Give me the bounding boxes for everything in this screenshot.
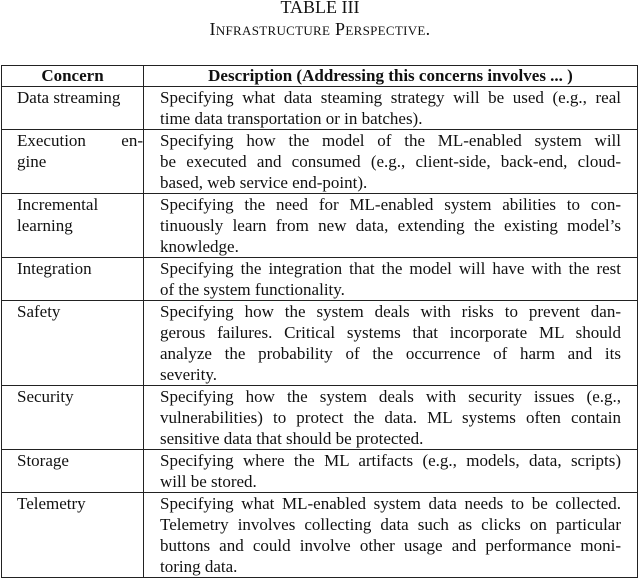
header-concern: Concern [2, 66, 144, 87]
description-cell [144, 87, 638, 130]
concern-cell-line: Integration [17, 259, 92, 278]
description-cell [144, 194, 638, 258]
description-cell [144, 450, 638, 493]
concern-cell [2, 258, 144, 301]
description-cell-line: of the system functionality. [160, 280, 345, 299]
concern-cell [2, 194, 144, 258]
concern-cell [2, 386, 144, 450]
concern-cell-line: Data streaming [17, 88, 121, 107]
concern-cell-line: Security [17, 387, 74, 406]
description-cell-line: knowledge. [160, 237, 239, 256]
concern-cell [2, 450, 144, 493]
description-cell [144, 493, 638, 578]
description-cell-line: severity. [160, 365, 217, 384]
description-cell-line: Specifying how the model of the ML-enabled system will [160, 131, 621, 150]
concern-cell-line: Incremental [17, 195, 99, 214]
description-cell-line: tinuously learn from new data, extending the existing model’s [160, 216, 621, 235]
concern-cell [2, 301, 144, 386]
description-cell-line: gerous failures. Critical systems that incorporate ML should [160, 323, 621, 342]
description-cell-line: Specifying the integration that the model will have with the rest [160, 259, 621, 278]
concern-cell-line: Telemetry [17, 494, 86, 513]
table-row [2, 130, 638, 194]
table-row [2, 386, 638, 450]
description-cell-line: Specifying how the system deals with risks to prevent dan- [160, 302, 621, 321]
concern-cell-line: Safety [17, 302, 61, 321]
concern-cell [2, 87, 144, 130]
table-title: Infrastructure Perspective. [209, 19, 431, 39]
concern-cell-line: gine [17, 152, 47, 171]
table-row [2, 258, 638, 301]
concern-cell [2, 130, 144, 194]
description-cell [144, 130, 638, 194]
description-cell-line: based, web service end-point). [160, 173, 368, 192]
description-cell-line: Specifying where the ML artifacts (e.g., models, data, scripts) [160, 451, 621, 470]
description-cell-line: Specifying what ML-enabled system data needs to be collected. [160, 494, 621, 513]
table-row [2, 450, 638, 493]
concern-cell-line: learning [17, 216, 73, 235]
description-cell-line: Specifying how the system deals with security issues (e.g., [160, 387, 621, 406]
header-row [2, 66, 638, 87]
table-row [2, 87, 638, 130]
table-number: TABLE III [280, 0, 360, 17]
description-cell-line: will be stored. [160, 472, 257, 491]
description-cell-line: be executed and consumed (e.g., client-side, back-end, cloud- [160, 152, 621, 171]
description-cell-line: Telemetry involves collecting data such as clicks on particular [160, 515, 621, 534]
description-cell [144, 301, 638, 386]
description-cell-line: sensitive data that should be protected. [160, 429, 424, 448]
concern-cell-line: Storage [17, 451, 69, 470]
concern-cell-line: Execution en- [17, 131, 143, 150]
description-cell [144, 386, 638, 450]
table-row [2, 493, 638, 578]
header-description: Description (Addressing this concerns involves ... ) [144, 66, 638, 87]
concern-cell [2, 493, 144, 578]
description-cell [144, 258, 638, 301]
description-cell-line: time data transportation or in batches). [160, 109, 423, 128]
table-row [2, 301, 638, 386]
infrastructure-table [1, 65, 638, 578]
description-cell-line: Specifying what data steaming strategy will be used (e.g., real [160, 88, 621, 107]
table-row [2, 194, 638, 258]
description-cell-line: Specifying the need for ML-enabled system abilities to con- [160, 195, 621, 214]
description-cell-line: vulnerabilities) to protect the data. ML systems often contain [160, 408, 621, 427]
description-cell-line: analyze the probability of the occurrence of harm and its [160, 344, 621, 363]
description-cell-line: toring data. [160, 557, 238, 576]
description-cell-line: buttons and could involve other usage and performance moni- [160, 536, 621, 555]
